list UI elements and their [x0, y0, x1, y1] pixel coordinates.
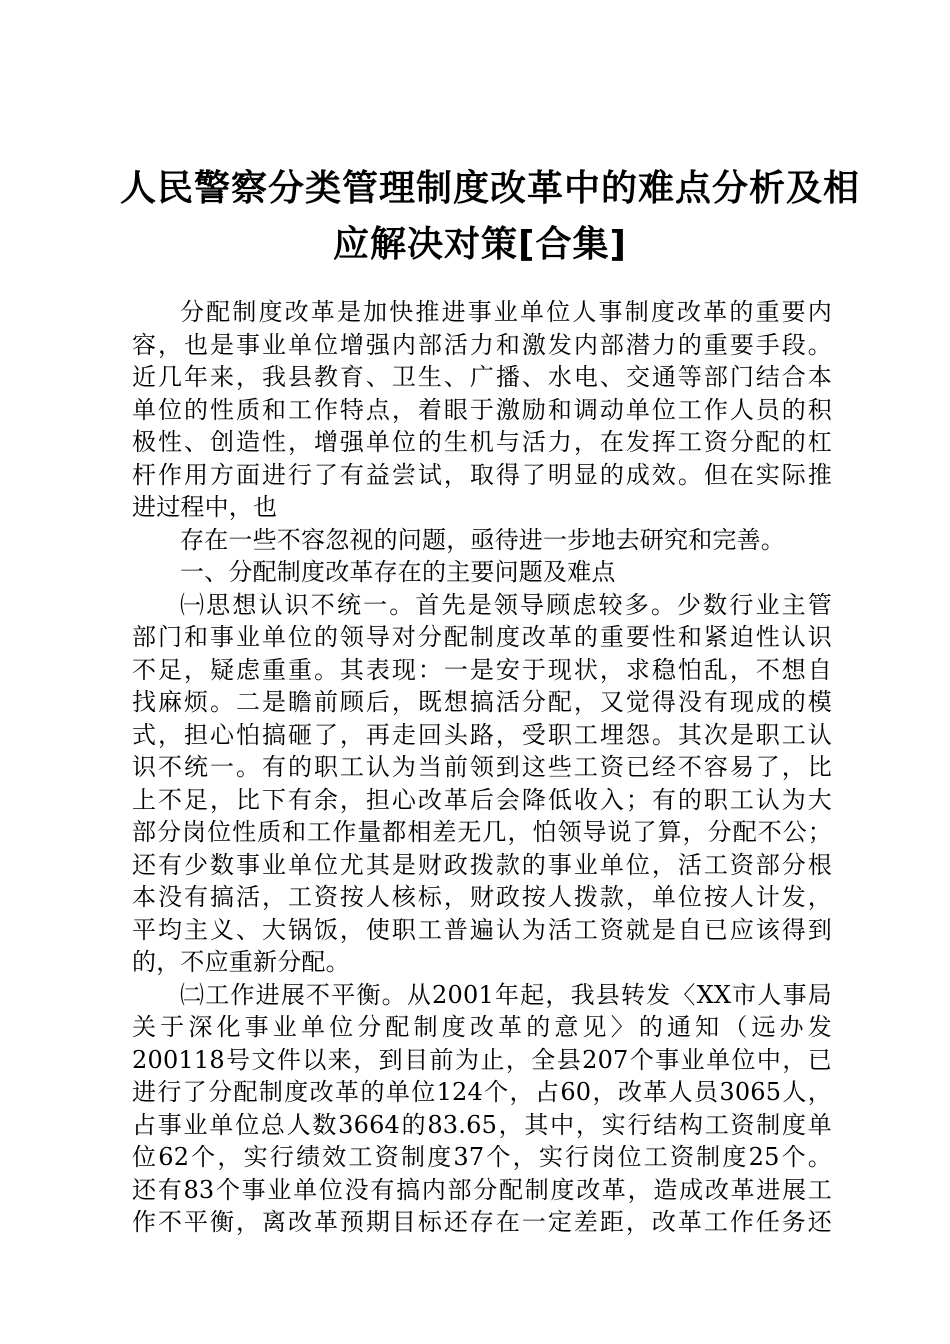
body-line: 不足，疑虑重重。其表现：一是安于现状，求稳怕乱，不想自 — [132, 655, 832, 684]
body-line: 一、分配制度改革存在的主要问题及难点 — [180, 558, 616, 586]
body-line: 极性、创造性，增强单位的生机与活力，在发挥工资分配的杠 — [132, 428, 832, 456]
body-line: 部门和事业单位的领导对分配制度改革的重要性和紧迫性认识 — [132, 623, 832, 651]
body-line: 进行了分配制度改革的单位124个，占60，改革人员3065人， — [132, 1078, 832, 1106]
body-line: 部分岗位性质和工作量都相差无几，怕领导说了算，分配不公； — [132, 818, 832, 846]
body-line: 本没有搞活，工资按人核标，财政按人拨款，单位按人计发， — [132, 883, 832, 911]
body-line: 找麻烦。二是瞻前顾后，既想搞活分配，又觉得没有现成的模 — [132, 688, 832, 716]
body-line: 单位的性质和工作特点，着眼于激励和调动单位工作人员的积 — [132, 395, 832, 424]
body-line: 占事业单位总人数3664的83.65，其中，实行结构工资制度单 — [132, 1110, 832, 1139]
body-line: 存在一些不容忽视的问题，亟待进一步地去研究和完善。 — [180, 525, 785, 554]
body-line: 200118号文件以来，到目前为止，全县207个事业单位中，已 — [132, 1045, 832, 1074]
body-line: 作不平衡，离改革预期目标还存在一定差距，改革工作任务还 — [132, 1208, 832, 1236]
body-line: 还有少数事业单位尤其是财政拨款的事业单位，活工资部分根 — [132, 850, 832, 879]
body-line: 进过程中，也 — [132, 493, 278, 521]
body-line: 关于深化事业单位分配制度改革的意见〉的通知（远办发 — [132, 1013, 832, 1041]
body-line: ㈡工作进展不平衡。从2001年起，我县转发〈XX市人事局 — [180, 980, 832, 1009]
document-body — [132, 296, 832, 1239]
body-line: 上不足，比下有余，担心改革后会降低收入；有的职工认为大 — [132, 785, 832, 814]
document-title-line-2: 应解决对策[合集] — [333, 224, 627, 265]
body-line: 杆作用方面进行了有益尝试，取得了明显的成效。但在实际推 — [132, 460, 832, 489]
body-line: 容，也是事业单位增强内部活力和激发内部潜力的重要手段。 — [132, 330, 832, 359]
body-line: 识不统一。有的职工认为当前领到这些工资已经不容易了，比 — [132, 753, 832, 781]
document-title-line-1: 人民警察分类管理制度改革中的难点分析及相 — [120, 168, 861, 209]
body-line: 近几年来，我县教育、卫生、广播、水电、交通等部门结合本 — [132, 363, 832, 391]
body-line: 平均主义、大锅饭，使职工普遍认为活工资就是自已应该得到 — [132, 915, 832, 944]
body-line: 分配制度改革是加快推进事业单位人事制度改革的重要内 — [180, 298, 832, 326]
body-line: 式，担心怕搞砸了，再走回头路，受职工埋怨。其次是职工认 — [132, 720, 832, 749]
body-line: ㈠思想认识不统一。首先是领导顾虑较多。少数行业主管 — [180, 590, 832, 619]
body-line: 的，不应重新分配。 — [132, 948, 350, 976]
body-line: 还有83个事业单位没有搞内部分配制度改革，造成改革进展工 — [132, 1175, 832, 1204]
body-line: 位62个，实行绩效工资制度37个，实行岗位工资制度25个。 — [132, 1143, 832, 1171]
